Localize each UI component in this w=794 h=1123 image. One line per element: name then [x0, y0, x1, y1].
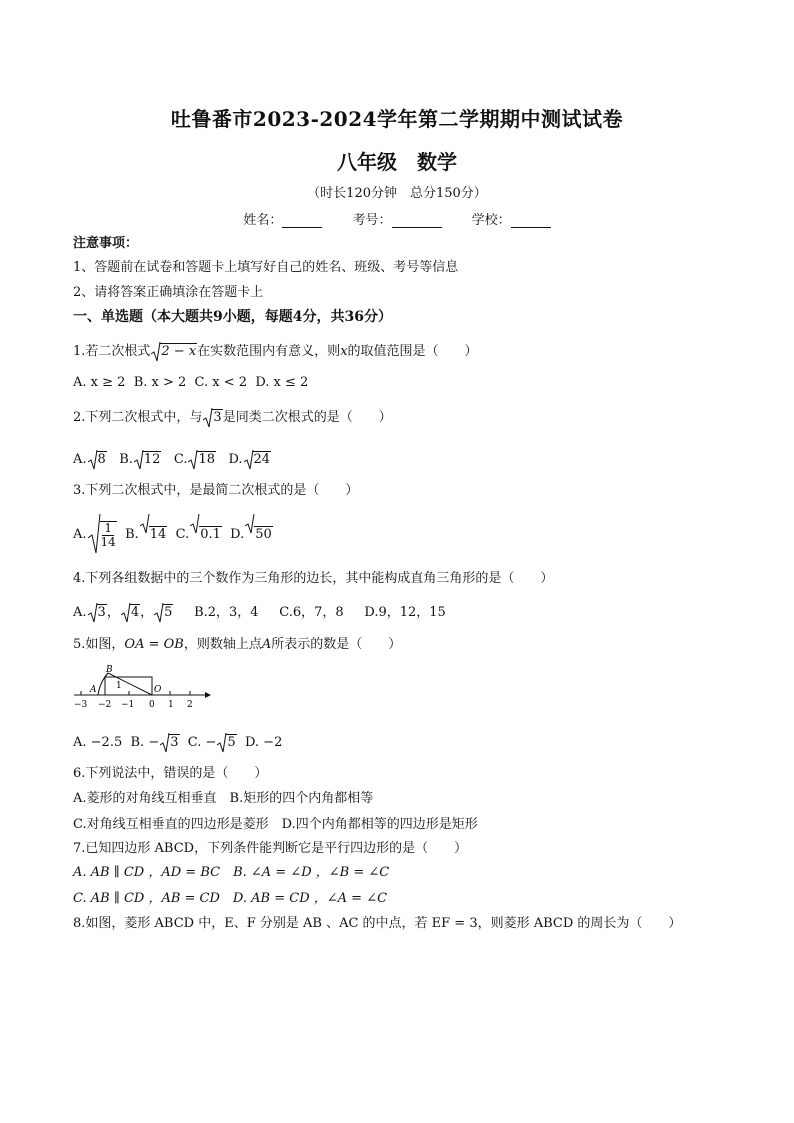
tick-label: 1	[168, 700, 174, 710]
option-b[interactable]: B. 14	[125, 527, 167, 542]
question-6: 6.下列说法中，错误的是（ ）	[73, 766, 268, 781]
sqrt-symbol: 2 − x	[151, 344, 197, 360]
note-1: 1、答题前在试卷和答题卡上填写好自己的姓名、班级、考号等信息	[73, 260, 459, 275]
tick-label: 2	[187, 700, 193, 710]
id-label: 考号：	[352, 213, 392, 228]
id-blank[interactable]	[392, 214, 442, 228]
number-line-figure	[72, 664, 212, 712]
option-c[interactable]: C.6，7，8	[279, 605, 344, 620]
option-d[interactable]: D. x ≤ 2	[255, 375, 309, 390]
option-b[interactable]: B. 12	[119, 452, 161, 467]
name-label: 姓名：	[243, 213, 283, 228]
option-b[interactable]: B. − 3	[130, 735, 179, 750]
option-c[interactable]: C. 18	[173, 452, 216, 467]
option-c[interactable]: C. 0.1	[176, 527, 222, 542]
option-a[interactable]: A. 3， 4， 5	[73, 605, 173, 620]
option-a[interactable]: A. −2.5	[73, 735, 123, 750]
option-a[interactable]: A. $\frac{1}{14}$	[73, 527, 117, 542]
axis-arrow-icon	[205, 692, 211, 698]
exam-subtitle: 八年级 数学	[337, 150, 457, 174]
name-blank[interactable]	[282, 214, 322, 228]
section1-heading: 一、单选题（本大题共9小题，每题4分，共36分）	[73, 309, 392, 325]
option-d[interactable]: D.9，12，15	[364, 605, 446, 620]
student-info	[0, 209, 794, 228]
question-3: 3.下列二次根式中，是最简二次根式的是（ ）	[73, 483, 359, 498]
tick-label: 0	[149, 700, 155, 710]
option-d[interactable]: D. −2	[244, 735, 283, 750]
option-b[interactable]: B.2，3，4	[194, 605, 259, 620]
question-4: 4.下列各组数据中的三个数作为三角形的边长，其中能构成直角三角形的是（ ）	[73, 571, 554, 586]
question-2: 2.下列二次根式中，与 3是同类二次根式的是（ ）	[73, 410, 392, 425]
label-o: O	[154, 685, 162, 695]
label-b: B	[106, 665, 113, 675]
tick-label: −1	[121, 700, 135, 710]
compass-arc	[98, 673, 108, 695]
tick-label: −2	[98, 700, 112, 710]
sqrt-symbol: 3	[203, 410, 222, 426]
question-5: 5.如图，OA = OB，则数轴上点A所表示的数是（ ）	[73, 637, 402, 652]
question-8: 8.如图，菱形 ABCD 中，E、F 分别是 AB 、AC 的中点，若 EF = 3，则菱形 ABCD 的周长为（ ）	[73, 916, 682, 931]
school-label: 学校：	[471, 213, 511, 228]
exam-duration: （时长120分钟 总分150分）	[307, 186, 487, 201]
label-one: 1	[116, 681, 122, 691]
question-7-options-cd[interactable]: C. AB ∥ CD ，AB = CD D. AB = CD ，∠A = ∠C	[73, 891, 388, 906]
question-4-options	[73, 605, 446, 621]
option-a[interactable]: A. x ≥ 2	[73, 375, 126, 390]
tick-label: −3	[74, 700, 88, 710]
option-a[interactable]: A. 8	[73, 452, 106, 467]
question-3-options	[73, 516, 273, 554]
question-7: 7.已知四边形 ABCD，下列条件能判断它是平行四边形的是（ ）	[73, 841, 468, 856]
notes-heading: 注意事项：	[73, 236, 139, 251]
question-5-options	[73, 735, 282, 751]
exam-title: 吐鲁番市2023-2024学年第二学期期中测试试卷	[170, 107, 624, 131]
option-d[interactable]: D. 24	[228, 452, 271, 467]
option-d[interactable]: D. 50	[230, 527, 273, 542]
label-a: A	[90, 685, 97, 695]
question-6-options-ab[interactable]: A.菱形的对角线互相垂直 B.矩形的四个内角都相等	[73, 791, 374, 806]
question-1: 1.若二次根式 2 − x在实数范围内有意义，则x的取值范围是（ ）	[73, 344, 478, 359]
question-1-options	[73, 375, 308, 391]
segment-ob	[108, 673, 152, 695]
option-c[interactable]: C. x < 2	[194, 375, 248, 390]
question-7-options-ab[interactable]: A. AB ∥ CD ，AD = BC B. ∠A = ∠D ，∠B = ∠C	[73, 865, 390, 880]
option-b[interactable]: B. x > 2	[133, 375, 187, 390]
question-6-options-cd[interactable]: C.对角线互相垂直的四边形是菱形 D.四个内角都相等的四边形是矩形	[73, 817, 478, 832]
school-blank[interactable]	[511, 214, 551, 228]
question-2-options	[73, 452, 271, 468]
option-c[interactable]: C. − 5	[187, 735, 236, 750]
note-2: 2、请将答案正确填涂在答题卡上	[73, 285, 264, 300]
